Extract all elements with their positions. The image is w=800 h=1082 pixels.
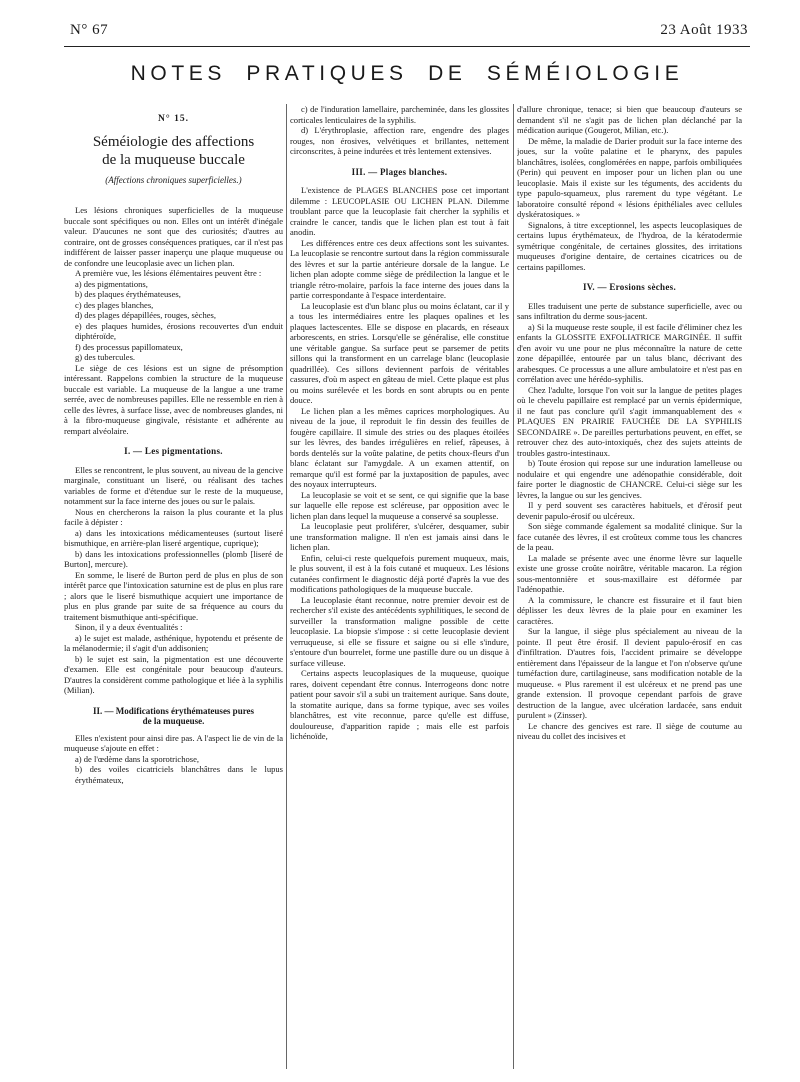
paragraph: b) dans les intoxications professionnelles (plomb [liseré de Burton], mercure). <box>64 548 283 569</box>
section-heading <box>64 446 283 457</box>
section-heading-text: I. — Les pigmentations. <box>124 446 223 456</box>
list-item: b) des voiles cicatriciels blanchâtres dans le lupus érythémateux, <box>75 764 283 785</box>
page-title: NOTES PRATIQUES DE SÉMÉIOLOGIE <box>130 62 684 85</box>
paragraph: Il y perd souvent ses caractères habituels, et d'érosif peut devenir papulo-érosif ou ulcéreux. <box>517 500 742 521</box>
column-1 <box>64 104 283 1074</box>
paragraph: Nous en chercherons la raison la plus courante et la plus facile à dépister : <box>64 506 283 527</box>
section-heading-text: de la muqueuse. <box>142 716 205 726</box>
paragraph: Sur la langue, il siège plus spécialement au niveau de la pointe. Il peut être érosif. Il devient papulo-érosif en cas d'infiltration. D'autres fois, l'accident primaire se développe entièrement dans l'épaisseur de la langue et l'on n'observe qu'une tuméfaction dure, cartilagineuse, sans modification notable de la muqueuse. « Plus rarement il est ulcéreux et ne prend pas une grande extension. Il provoque cependant parfois de grave destruction de la langue, avec ulcération lardacée, sans enduit purulent » (Zinsser). <box>517 626 742 720</box>
paragraph: A la commissure, le chancre est fissuraire et il faut bien déplisser les deux lèvres de la plaie pour en examiner les caractères. <box>517 594 742 626</box>
paragraph: c) de l'induration lamellaire, parcheminée, dans les glossites corticales lenticulaires de la syphilis. <box>290 104 509 125</box>
section-heading <box>517 282 742 293</box>
paragraph: a) Si la muqueuse reste souple, il est facile d'éliminer chez les enfants la GLOSSITE EXFOLIATRICE MARGINÉE. Il suffit d'en avoir vu une pour ne plus méconnaître la nature de cette zone dépapillée, entourée par un talus blanc, décrivant des arabesques. Ce processus a une allure ambulatoire et n'est pas en corrélation avec une hérédo-syphilis. <box>517 321 742 384</box>
paragraph: Le lichen plan a les mêmes caprices morphologiques. Au niveau de la joue, il reproduit le fin dessin des feuilles de fougère capillaire. Il simule des stries ou des plaques étoilées sur les lèvres, des bandes irrégulières en relief, râpeuses, à bords dentelés sur la voûte palatine, de petits choux-fleurs d'un blanc éclatant sur l'amygdale. A un examen attentif, on remarque qu'il est formé par la juxtaposition de papules, avec des noyaux interrupteurs. <box>290 405 509 489</box>
section-heading-text: III. — Plages blanches. <box>351 166 448 177</box>
paragraph: b) le sujet est sain, la pigmentation est une découverte d'examen. Elle est congénitale pour beaucoup d'auteurs. D'autres la considèrent comme pathologique et liée à la syphilis (Milian). <box>64 653 283 695</box>
paragraph: Sinon, il y a deux éventualités : <box>75 622 183 632</box>
header-rule <box>64 46 750 47</box>
article-title <box>64 133 283 169</box>
list-item: b) des plaques érythémateuses, <box>75 289 181 299</box>
paragraph: d) L'érythroplasie, affection rare, engendre des plages rouges, non érosives, velvétiques et brillantes, nettement circonscrites, à peine indurées et très lentement extensives. <box>290 125 509 156</box>
list-item: a) des pigmentations, <box>75 278 148 289</box>
section-heading <box>290 167 509 178</box>
list-item: e) des plaques humides, érosions recouvertes d'un enduit diphtéroïde, <box>75 320 283 341</box>
paragraph: a) le sujet est malade, asthénique, hypotendu et présente de la mélanodermie; il s'agit d'un addisonien; <box>64 632 283 653</box>
list-item: g) des tubercules. <box>75 352 136 362</box>
article-title-line: de la muqueuse buccale <box>102 151 245 168</box>
paragraph: b) Toute érosion qui repose sur une induration lamelleuse ou nodulaire et qui engendre une adénopathie considérable, doit faire porter le diagnostic de CHANCRE. Celui-ci siège sur les lèvres, la langue ou sur les gencives. <box>517 458 742 500</box>
paragraph: Elles n'existent pour ainsi dire pas. A l'aspect lie de vin de la muqueuse s'ajoute en effet : <box>64 732 283 753</box>
paragraph: La leucoplasie se voit et se sent, ce qui signifie que la base sur laquelle elle repose est scléreuse, par opposition avec le lichen plan dans lequel la muqueuse a conservé sa souplesse. <box>290 489 509 521</box>
section-heading-text: IV. — Erosions sèches. <box>582 282 677 292</box>
paragraph: Signalons, à titre exceptionnel, les aspects leucoplasiques de certains lupus érythémateux, de l'hydroa, de la kératodermie symétrique congénitale, de certaines glossites, des irritations muqueuses d'origine dentaire, de certaines cicatrices ou de certains papillomes. <box>517 219 742 272</box>
list-item: c) des plages blanches, <box>75 299 154 310</box>
list-item: a) de l'œdème dans la sporotrichose, <box>75 753 200 764</box>
paragraph: Chez l'adulte, lorsque l'on voit sur la langue de petites plages où le chevelu papillaire est remplacé par un vernis épidermique, il ne faut pas conclure qu'il s'agit immanquablement des « PLAQUES EN PRAIRIE FAUCHÉE DE LA SYPHILIS SECONDAIRE ». De pareilles perturbations peuvent, en effet, se retrouver chez des auto-intoxiqués, chez des sujets atteints de troubles gastro-intestinaux. <box>517 384 742 458</box>
column-divider <box>286 104 287 1069</box>
paragraph: La leucoplasie peut proliférer, s'ulcérer, desquamer, subir une transformation maligne. Il n'en est jamais ainsi dans le lichen plan. <box>290 521 509 552</box>
paragraph: d'allure chronique, tenace; si bien que beaucoup d'auteurs se demandent s'il ne s'agit pas de lichen plan déclanché par la médication aurique (Gougerot, Milian, etc.). <box>517 104 742 135</box>
paragraph: Le chancre des gencives est rare. Il siège de coutume au niveau du collet des incisives et <box>517 720 742 741</box>
article-subtitle: (Affections chroniques superficielles.) <box>105 174 242 185</box>
paragraph: a) dans les intoxications médicamenteuses (surtout liseré bismuthique, en arrière-plan liseré argentique, cuprique); <box>64 527 283 548</box>
paragraph: En somme, le liseré de Burton perd de plus en plus de son intérêt parce que l'intoxication saturnine est de plus en plus rare ; alors que le liseré bismuthique acquiert une importance de plus en plus grande par suite de sa fréquence au cours du traitement bismuthique anti-spécifique. <box>64 569 283 622</box>
list-item: d) des plages dépapillées, rouges, sèches, <box>75 310 216 320</box>
section-heading-text: II. — Modifications érythémateuses pures <box>92 705 255 716</box>
paragraph: Les différences entre ces deux affections sont les suivantes. La leucoplasie se rencontre surtout dans la région commissurale des lèvres et sur la partie antérieure dorsale de la langue. Le lichen plan adopte comme siège de prédilection la langue et le triangle rétro-molaire, parfois la face interne des joues dans la partie correspondante à l'espace interdentaire. <box>290 237 509 300</box>
list-item: f) des processus papillomateux, <box>75 341 183 352</box>
paragraph: Le siège de ces lésions est un signe de présomption intéressant. Rappelons combien la structure de la muqueuse buccale est variable. La muqueuse de la langue a une trame serrée, avec de nombreuses papilles. Elle ne ressemble en rien à celle des lèvres, à surface lisse, avec de nombreuses glandes, ni à la fibro-muqueuse gingivale, résistante et adhérente au rempart alvéolaire. <box>64 362 283 436</box>
article-number: N° 15. <box>158 114 189 124</box>
paragraph: Enfin, celui-ci reste quelquefois purement muqueux, mais, le plus souvent, il est à la fois cutané et muqueux. Les lésions cutanées confirment le diagnostic déjà porté d'après la vue des modifications pathologiques de la muqueuse buccale. <box>290 552 509 594</box>
paragraph: Certains aspects leucoplasiques de la muqueuse, quoique rares, doivent cependant être connus. Interrogeons donc notre patient pour savoir s'il a subi un traitement aurique. Sans doute, la stomatite aurique, dans sa forme typique, avec ses voiles blanchâtres, est vite reconnue, parce qu'elle est diffuse, douloureuse, d'apparition rapide ; mais elle est parfois lichénoïde, <box>290 668 509 741</box>
article-title-line: Séméiologie des affections <box>92 133 255 150</box>
paragraph: Elles se rencontrent, le plus souvent, au niveau de la gencive marginale, constituant un liseré, ou réalisant des taches variables de forme et d'étendue sur le reste de la muqueuse, notamment sur la face interne des joues ou sur le palais. <box>64 464 283 506</box>
column-divider <box>513 104 514 1069</box>
paragraph: L'existence de PLAGES BLANCHES pose cet important dilemme : LEUCOPLASIE OU LICHEN PLAN. Dilemme troublant parce que la leucoplasie fait chercher la syphilis et craindre le cancer, tandis que le lichen plan est tout à fait anodin. <box>290 185 509 237</box>
column-3 <box>517 104 742 1074</box>
issue-number: N° 67 <box>70 22 109 38</box>
paragraph: Les lésions chroniques superficielles de la muqueuse buccale sont spécifiques ou non. Elles ont un intérêt d'inégale valeur. D'aucunes ne sont que des curiosités; d'autres au contraire, ont de grosses conséquences pratiques, car il n'est pas indifférent de laisser passer inaperçu une plaque muqueuse ou de confondre une leucoplasie avec un lichen plan. <box>64 205 283 268</box>
section-heading <box>64 706 283 727</box>
column-2 <box>290 104 509 1074</box>
paragraph: La leucoplasie étant reconnue, notre premier devoir est de rechercher s'il existe des antécédents syphilitiques, le second de surveiller la transformation maligne possible de cette leucoplasie. La biopsie s'impose : si cette leucoplasie devient verruqueuse, si elle se fissure et saigne ou si elle s'indure, s'entoure d'un bourrelet, forme une pastille dure ou un disque à surface villeuse. <box>290 594 509 668</box>
paragraph: La malade se présente avec une énorme lèvre sur laquelle existe une grosse croûte noirâtre, véritable macaron. La région sous-mentonnière et sous-maxillaire est déformée par l'adénopathie. <box>517 552 742 594</box>
paragraph: La leucoplasie est d'un blanc plus ou moins éclatant, car il y a tous les intermédiaires entre les plaques opalines et les plaques lactescentes. Elle se dispose en placards, en réseaux arborescents, en stries. Lorsqu'elle se généralise, elle constitue une véritable gangue. Sa surface peut se parsemer de petits sillons qui la transforment en un carrelage blanc (leucoplasie quadrillée). Ces sillons deviennent parfois de véritables cassures, d'où m aspect en gâteau de miel. Cette plaque est plus ou moins surélevée et les bords en sont abrupts ou en pente douce. <box>290 300 509 405</box>
issue-date: 23 Août 1933 <box>660 22 748 38</box>
paragraph: Elles traduisent une perte de substance superficielle, avec ou sans infiltration du derme sous-jacent. <box>517 300 742 321</box>
paragraph: Son siège commande également sa modalité clinique. Sur la face cutanée des lèvres, il est croûteux comme tous les chancres de la peau. <box>517 521 742 552</box>
paragraph: De même, la maladie de Darier produit sur la face interne des joues, sur la voûte palatine et le pharynx, des papules blanchâtres, isolées, conglomérées en nappe, parfois ombiliquées (Perin) qui peuvent en imposer pour un lichen plan ou une leucoplasie. Mais il existe sur les téguments, des accidents du type papulo-squameux, plus rarement du type végétant. Le laboratoire consulté répond « lésions épithéliales avec cellules dyskératosiques. » <box>517 135 742 219</box>
paragraph: A première vue, les lésions élémentaires peuvent être : <box>75 268 262 278</box>
